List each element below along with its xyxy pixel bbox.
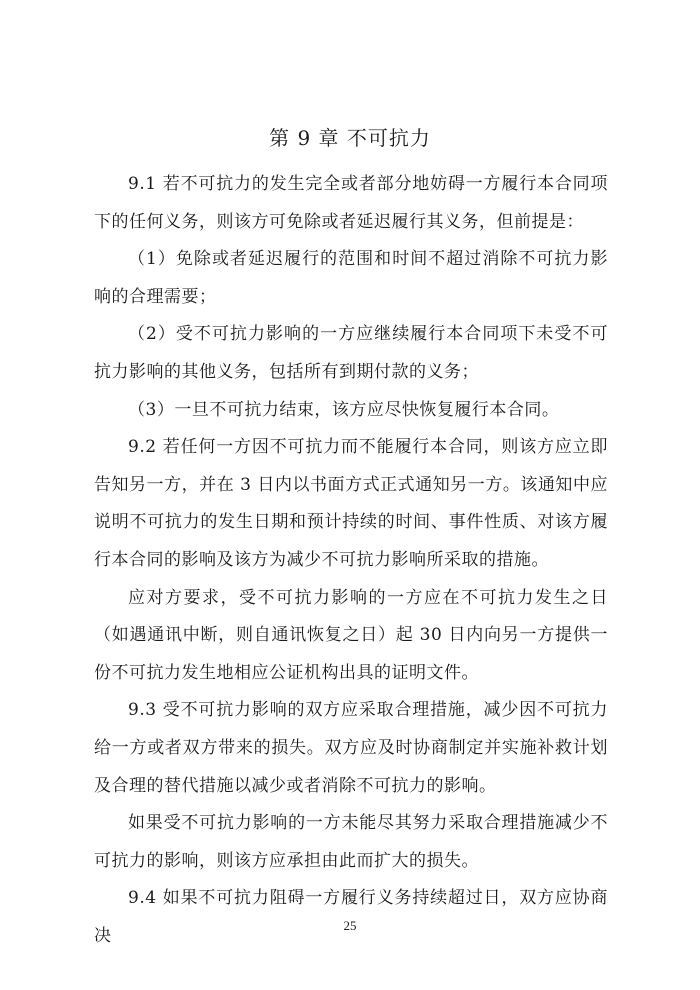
page-number: 25 <box>343 918 357 933</box>
paragraph-9-3-continued: 如果受不可抗力影响的一方未能尽其努力采取合理措施减少不可抗力的影响，则该方应承担由此而扩大的损失。 <box>94 813 608 871</box>
chapter-title: 第 9 章 不可抗力 <box>269 126 431 150</box>
paragraph-9-3: 9.3 受不可抗力影响的双方应采取合理措施，减少因不可抗力给一方或者双方带来的损失。双方应及时协商制定并实施补救计划及合理的替代措施以减少或者消除不可抗力的影响。 <box>94 700 608 796</box>
paragraph-9-1: 9.1 若不可抗力的发生完全或者部分地妨碍一方履行本合同项下的任何义务，则该方可免除或者延迟履行其义务，但前提是： <box>94 174 608 232</box>
paragraph-9-1-item-3: （3）一旦不可抗力结束，该方应尽快恢复履行本合同。 <box>128 399 560 420</box>
paragraph-9-2: 9.2 若任何一方因不可抗力而不能履行本合同，则该方应立即告知另一方，并在 3 日内以书面方式正式通知另一方。该通知中应说明不可抗力的发生日期和预计持续的时间、事件性质、对该方履行本合同的影响及该方为减少不可抗力影响所采取的措施。 <box>94 437 608 570</box>
paragraph-9-1-item-1: （1）免除或者延迟履行的范围和时间不超过消除不可抗力影响的合理需要； <box>94 249 608 307</box>
body-text <box>94 166 608 955</box>
paragraph-9-4: 9.4 如果不可抗力阻碍一方履行义务持续超过日，双方应协商决 <box>94 888 608 946</box>
paragraph-9-2-continued: 应对方要求，受不可抗力影响的一方应在不可抗力发生之日（如遇通讯中断，则自通讯恢复之日）起 30 日内向另一方提供一份不可抗力发生地相应公证机构出具的证明文件。 <box>94 587 608 683</box>
paragraph-9-1-item-2: （2）受不可抗力影响的一方应继续履行本合同项下未受不可抗力影响的其他义务，包括所有到期付款的义务； <box>94 324 608 382</box>
